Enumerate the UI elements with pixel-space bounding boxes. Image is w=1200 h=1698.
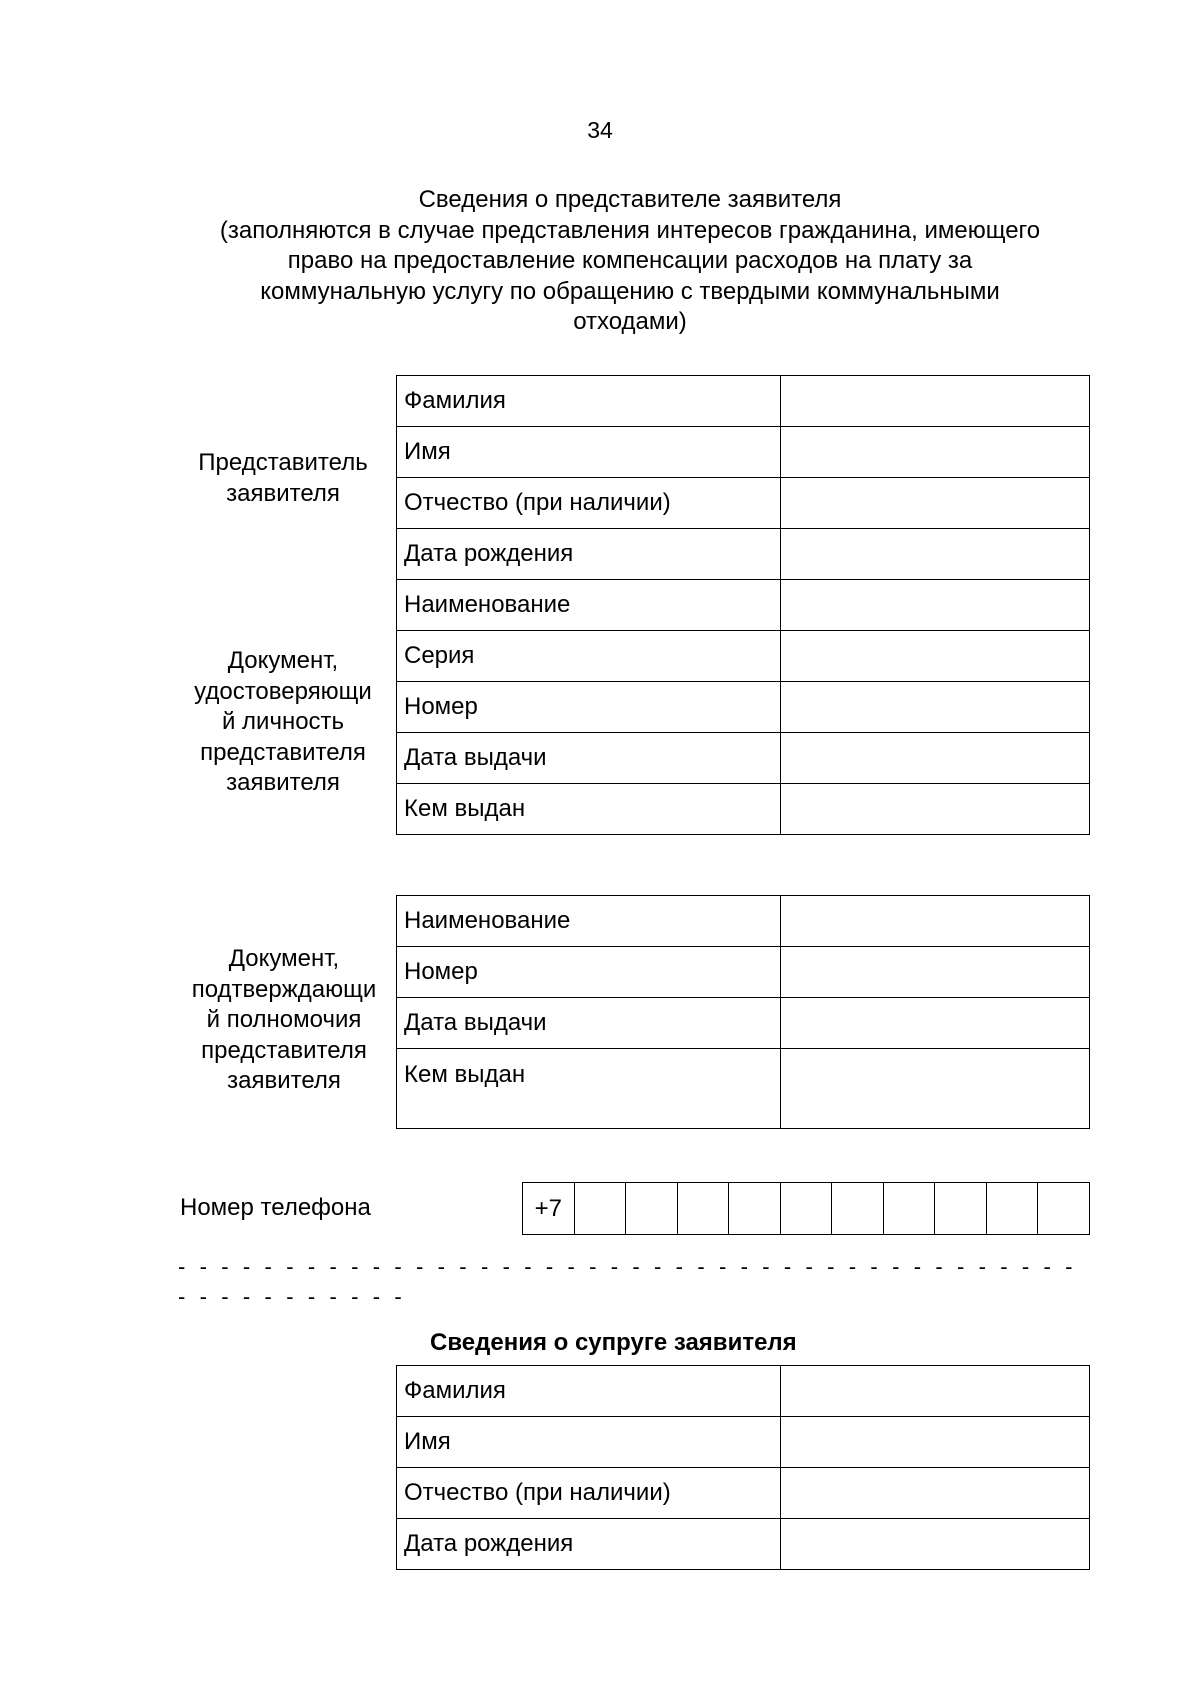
field-label: Фамилия xyxy=(397,376,781,427)
field-label: Номер xyxy=(397,947,781,998)
phone-digit-cell[interactable] xyxy=(677,1183,729,1235)
title-line: отходами) xyxy=(573,308,687,335)
title-line: Сведения о представителе заявителя xyxy=(418,186,842,213)
surname-field[interactable] xyxy=(781,376,1090,427)
phone-digit-cell[interactable] xyxy=(1038,1183,1090,1235)
field-label: Кем выдан xyxy=(397,784,781,835)
identity-document-group-label xyxy=(183,646,383,799)
group-label-line: Документ, xyxy=(227,647,339,674)
phone-digit-cell[interactable] xyxy=(986,1183,1038,1235)
phone-digit-cell[interactable] xyxy=(574,1183,626,1235)
table-row xyxy=(397,682,1090,733)
title-line: (заполняются в случае представления интересов гражданина, имеющего xyxy=(219,216,1041,244)
spouse-first-name-field[interactable] xyxy=(781,1417,1090,1468)
field-label: Дата выдачи xyxy=(397,998,781,1049)
title-line: право на предоставление компенсации расходов на плату за xyxy=(287,247,973,274)
phone-digit-cell[interactable] xyxy=(935,1183,987,1235)
table-row xyxy=(397,733,1090,784)
spouse-surname-field[interactable] xyxy=(781,1366,1090,1417)
phone-digit-cell[interactable] xyxy=(832,1183,884,1235)
table-row xyxy=(397,1366,1090,1417)
authority-issued-by-field[interactable] xyxy=(781,1049,1090,1129)
group-label-line: заявителя xyxy=(226,769,340,796)
document-name-field[interactable] xyxy=(781,580,1090,631)
phone-digit-cell[interactable] xyxy=(780,1183,832,1235)
first-name-field[interactable] xyxy=(781,427,1090,478)
field-label: Имя xyxy=(397,1417,781,1468)
group-label-line: й личность xyxy=(221,708,345,735)
field-label: Наименование xyxy=(397,580,781,631)
page-number: 34 xyxy=(587,117,613,143)
table-row xyxy=(397,896,1090,947)
table-row xyxy=(397,1468,1090,1519)
table-row xyxy=(397,784,1090,835)
group-label-line: удостоверяющи xyxy=(194,677,372,705)
table-row xyxy=(397,376,1090,427)
authority-document-group-label xyxy=(181,944,387,1097)
issue-date-field[interactable] xyxy=(781,733,1090,784)
authority-name-field[interactable] xyxy=(781,896,1090,947)
field-label: Дата рождения xyxy=(397,529,781,580)
field-label: Отчество (при наличии) xyxy=(397,478,781,529)
authority-issue-date-field[interactable] xyxy=(781,998,1090,1049)
table-row xyxy=(397,998,1090,1049)
spouse-section-title: Сведения о супруге заявителя xyxy=(430,1329,797,1356)
field-label: Имя xyxy=(397,427,781,478)
spouse-birth-date-field[interactable] xyxy=(781,1519,1090,1570)
representative-group-label xyxy=(183,448,383,509)
spouse-table xyxy=(396,1365,1090,1570)
field-label: Дата рождения xyxy=(397,1519,781,1570)
field-label: Фамилия xyxy=(397,1366,781,1417)
birth-date-field[interactable] xyxy=(781,529,1090,580)
authority-number-field[interactable] xyxy=(781,947,1090,998)
field-label: Отчество (при наличии) xyxy=(397,1468,781,1519)
phone-digit-cell[interactable] xyxy=(883,1183,935,1235)
table-row xyxy=(397,529,1090,580)
title-line: коммунальную услугу по обращению с твердыми коммунальными xyxy=(260,277,1000,305)
table-row xyxy=(397,947,1090,998)
field-label: Наименование xyxy=(397,896,781,947)
phone-digit-cell[interactable] xyxy=(626,1183,678,1235)
phone-label: Номер телефона xyxy=(180,1194,371,1221)
group-label-line: представителя xyxy=(201,1036,367,1064)
document-series-field[interactable] xyxy=(781,631,1090,682)
representative-table xyxy=(396,375,1090,835)
table-row xyxy=(397,427,1090,478)
field-label: Дата выдачи xyxy=(397,733,781,784)
group-label-line: заявителя xyxy=(227,1067,341,1094)
patronymic-field[interactable] xyxy=(781,478,1090,529)
phone-prefix: +7 xyxy=(523,1183,575,1235)
table-row xyxy=(397,580,1090,631)
table-row xyxy=(397,631,1090,682)
representative-section-title xyxy=(140,185,1120,338)
authority-document-table xyxy=(396,895,1090,1129)
phone-digit-cell[interactable] xyxy=(729,1183,781,1235)
spouse-patronymic-field[interactable] xyxy=(781,1468,1090,1519)
field-label: Номер xyxy=(397,682,781,733)
field-label: Серия xyxy=(397,631,781,682)
dashed-separator: - - - - - - - - - - - - - - - - - - - - - - - - - - - - - - - - - - - - - - - - - - - - - - - - - - - - - xyxy=(178,1254,1087,1309)
group-label-line: заявителя xyxy=(226,479,340,507)
group-label-line: представителя xyxy=(200,738,366,766)
issued-by-field[interactable] xyxy=(781,784,1090,835)
group-label-line: Документ, xyxy=(228,945,340,972)
phone-number-boxes xyxy=(522,1182,1090,1235)
field-label: Кем выдан xyxy=(397,1049,781,1129)
group-label-line: й полномочия xyxy=(206,1006,362,1033)
table-row xyxy=(397,1417,1090,1468)
document-number-field[interactable] xyxy=(781,682,1090,733)
group-label-line: Представитель xyxy=(198,449,368,476)
table-row xyxy=(397,1519,1090,1570)
group-label-line: подтверждающи xyxy=(191,975,377,1003)
table-row xyxy=(397,1049,1090,1129)
table-row xyxy=(397,478,1090,529)
